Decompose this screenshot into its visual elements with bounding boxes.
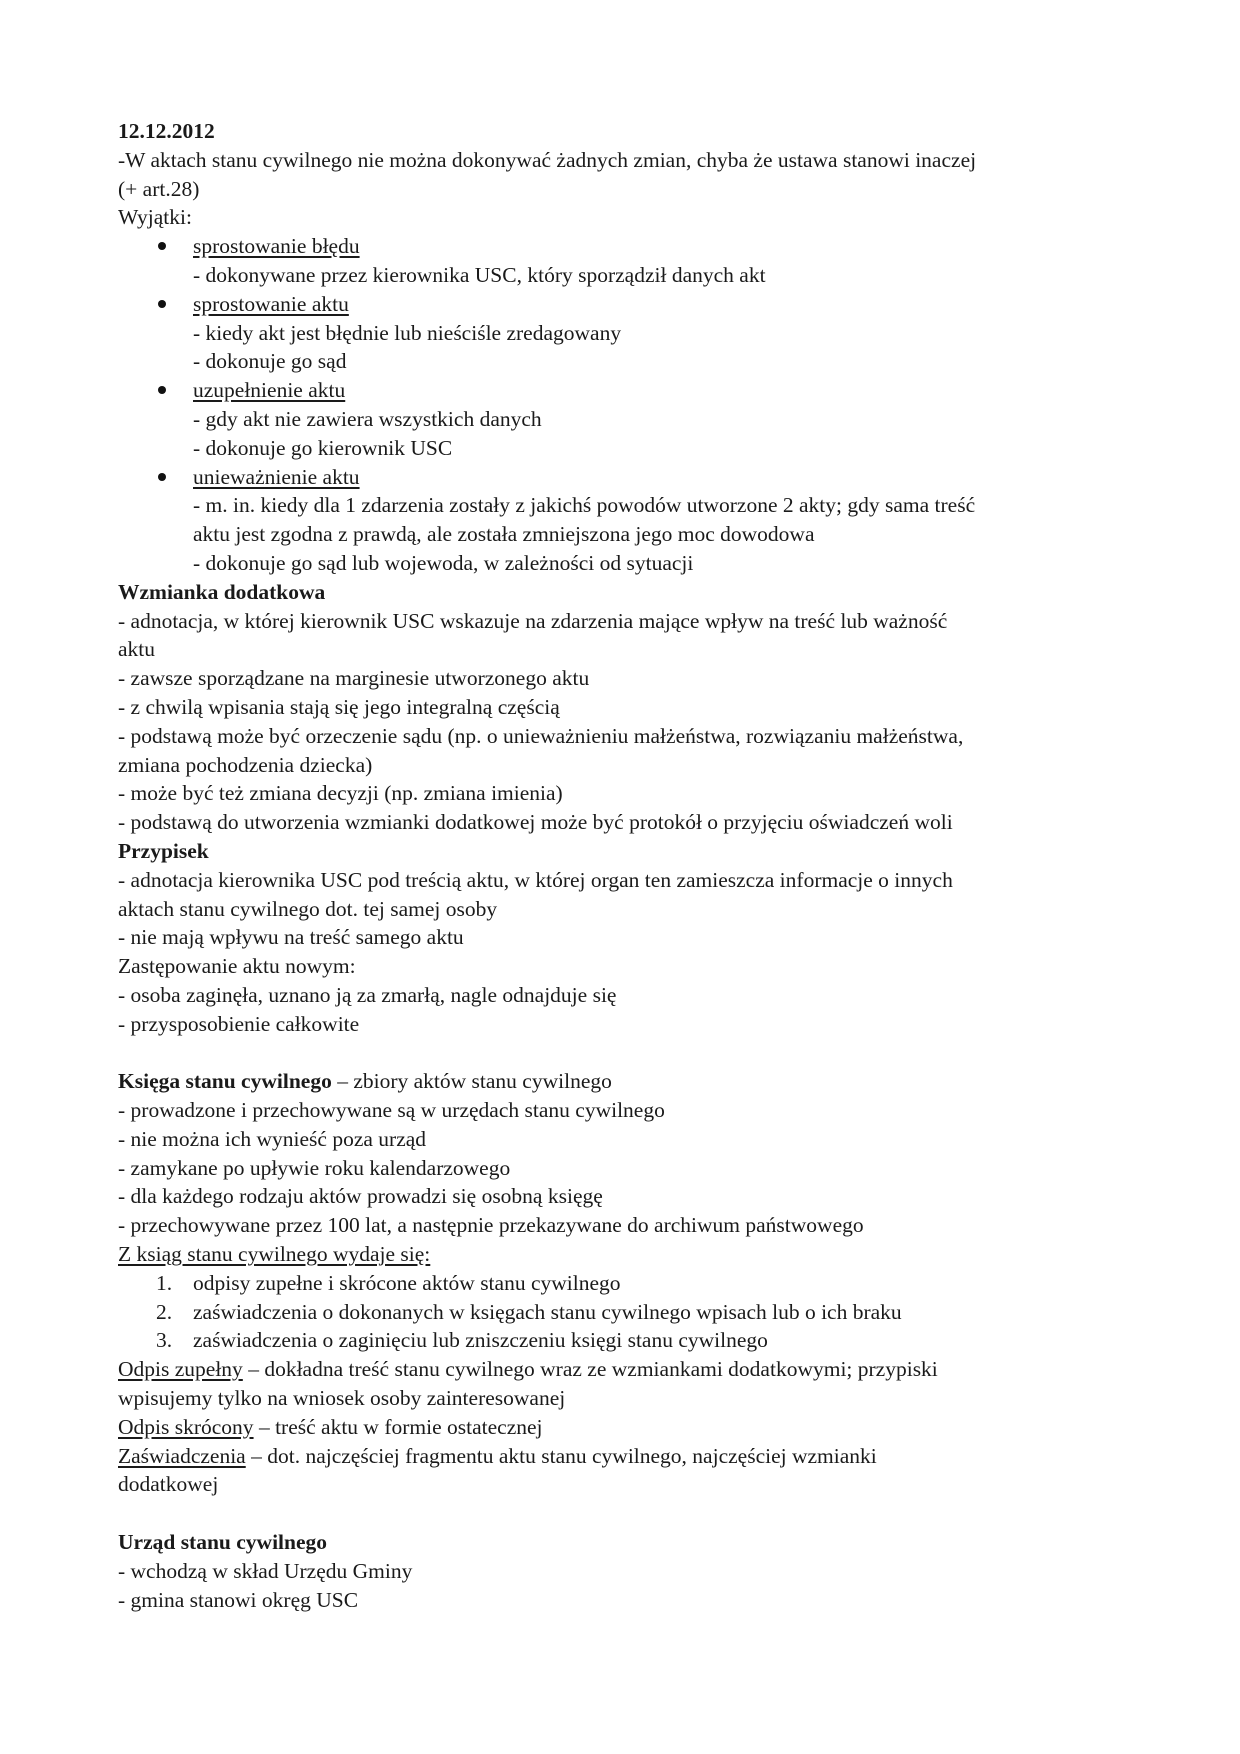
issued-item-text: zaświadczenia o zaginięciu lub zniszczeniu księgi stanu cywilnego <box>193 1328 768 1353</box>
definition-text: – dokładna treść stanu cywilnego wraz ze wzmiankami dodatkowymi; przypiski <box>242 1357 938 1382</box>
exception-title: unieważnienie aktu <box>193 464 360 489</box>
term-zaswiadczenia: Zaświadczenia <box>118 1443 246 1468</box>
bullet-icon <box>158 300 166 308</box>
issued-item <box>118 1298 1128 1327</box>
term-odpis-skrocony: Odpis skrócony <box>118 1414 254 1439</box>
document-date: 12.12.2012 <box>118 119 215 143</box>
exception-detail: aktu jest zgodna z prawdą, ale została zmniejszona jego moc dowodowa <box>193 522 815 547</box>
ksiega-line: - przechowywane przez 100 lat, a następnie przekazywane do archiwum państwowego <box>118 1213 864 1238</box>
wzmianka-line: - adnotacja, w której kierownik USC wskazuje na zdarzenia mające wpływ na treść lub ważność <box>118 608 948 633</box>
definition-odpis-skrocony <box>118 1413 1128 1442</box>
issued-item <box>118 1326 1128 1355</box>
section-heading-przypisek: Przypisek <box>118 838 209 863</box>
przypisek-line: - osoba zaginęła, uznano ją za zmarłą, nagle odnajduje się <box>118 982 617 1007</box>
ksiega-line: - zamykane po upływie roku kalendarzowego <box>118 1155 511 1180</box>
section-heading-wzmianka: Wzmianka dodatkowa <box>118 579 326 604</box>
exception-detail: - dokonuje go sąd <box>193 349 347 374</box>
issued-item-number: 3. <box>156 1328 173 1353</box>
exception-item <box>118 290 1128 376</box>
document-page <box>118 117 1128 1614</box>
issued-item-number: 2. <box>156 1299 173 1324</box>
przypisek-line: aktach stanu cywilnego dot. tej samej osoby <box>118 896 498 921</box>
definition-continuation: wpisujemy tylko na wniosek osoby zainteresowanej <box>118 1386 566 1411</box>
wzmianka-line: aktu <box>118 637 156 662</box>
definition-odpis-zupelny <box>118 1355 1128 1384</box>
wzmianka-line: - podstawą może być orzeczenie sądu (np. o unieważnieniu małżeństwa, rozwiązaniu małżeństwa, <box>118 723 964 748</box>
intro-line: -W aktach stanu cywilnego nie można dokonywać żadnych zmian, chyba że ustawa stanowi inaczej <box>118 147 977 172</box>
bullet-icon <box>158 473 166 481</box>
exception-item <box>118 463 1128 578</box>
definition-text: – treść aktu w formie ostatecznej <box>253 1414 543 1439</box>
issued-item-number: 1. <box>156 1270 173 1295</box>
exception-detail: - gdy akt nie zawiera wszystkich danych <box>193 406 542 431</box>
exception-detail: - m. in. kiedy dla 1 zdarzenia zostały z jakichś powodów utworzone 2 akty; gdy sama treść <box>193 493 976 518</box>
bullet-icon <box>158 242 166 250</box>
section-heading-ksiega: Księga stanu cywilnego <box>118 1069 332 1094</box>
exception-detail: - dokonuje go sąd lub wojewoda, w zależności od sytuacji <box>193 550 694 575</box>
definition-zaswiadczenia <box>118 1442 1128 1471</box>
exception-detail: - dokonuje go kierownik USC <box>193 435 453 460</box>
przypisek-line: - adnotacja kierownika USC pod treścią aktu, w której organ ten zamieszcza informacje o innych <box>118 867 953 892</box>
ksiega-line: - prowadzone i przechowywane są w urzędach stanu cywilnego <box>118 1098 665 1123</box>
exception-title: sprostowanie błędu <box>193 234 360 259</box>
ksiega-heading-line <box>118 1067 1128 1096</box>
exception-item <box>118 232 1128 290</box>
spacer <box>118 1499 1128 1528</box>
issued-item <box>118 1269 1128 1298</box>
spacer <box>118 1039 1128 1068</box>
exception-title: sprostowanie aktu <box>193 291 349 316</box>
intro-line: (+ art.28) <box>118 176 200 201</box>
section-heading-urzad: Urząd stanu cywilnego <box>118 1530 328 1555</box>
definition-text: – dot. najczęściej fragmentu aktu stanu cywilnego, najczęściej wzmianki <box>245 1443 877 1468</box>
exception-detail: - dokonywane przez kierownika USC, który sporządził danych akt <box>193 262 766 287</box>
exception-item <box>118 376 1128 462</box>
bullet-icon <box>158 386 166 394</box>
exceptions-label: Wyjątki: <box>118 205 192 230</box>
ksiega-heading-rest: – zbiory aktów stanu cywilnego <box>331 1069 612 1094</box>
definition-continuation: dodatkowej <box>118 1472 219 1497</box>
ksiega-line: - nie można ich wynieść poza urząd <box>118 1126 427 1151</box>
przypisek-line: - nie mają wpływu na treść samego aktu <box>118 925 464 950</box>
wzmianka-line: - z chwilą wpisania stają się jego integralną częścią <box>118 694 560 719</box>
przypisek-line: - przysposobienie całkowite <box>118 1011 360 1036</box>
issued-item-text: zaświadczenia o dokonanych w księgach stanu cywilnego wpisach lub o ich braku <box>193 1299 902 1324</box>
urzad-line: - wchodzą w skład Urzędu Gminy <box>118 1558 413 1583</box>
exception-title: uzupełnienie aktu <box>193 378 346 403</box>
wzmianka-line: zmiana pochodzenia dziecka) <box>118 752 373 777</box>
exception-detail: - kiedy akt jest błędnie lub nieściśle zredagowany <box>193 320 622 345</box>
wzmianka-line: - podstawą do utworzenia wzmianki dodatkowej może być protokół o przyjęciu oświadczeń woli <box>118 810 953 835</box>
issued-item-text: odpisy zupełne i skrócone aktów stanu cywilnego <box>193 1270 621 1295</box>
wzmianka-line: - zawsze sporządzane na marginesie utworzonego aktu <box>118 666 590 691</box>
wzmianka-line: - może być też zmiana decyzji (np. zmiana imienia) <box>118 781 563 806</box>
przypisek-line: Zastępowanie aktu nowym: <box>118 954 356 979</box>
urzad-line: - gmina stanowi okręg USC <box>118 1587 359 1612</box>
term-odpis-zupelny: Odpis zupełny <box>118 1357 243 1382</box>
issued-heading: Z ksiąg stanu cywilnego wydaje się: <box>118 1242 431 1267</box>
ksiega-line: - dla każdego rodzaju aktów prowadzi się osobną księgę <box>118 1184 603 1209</box>
